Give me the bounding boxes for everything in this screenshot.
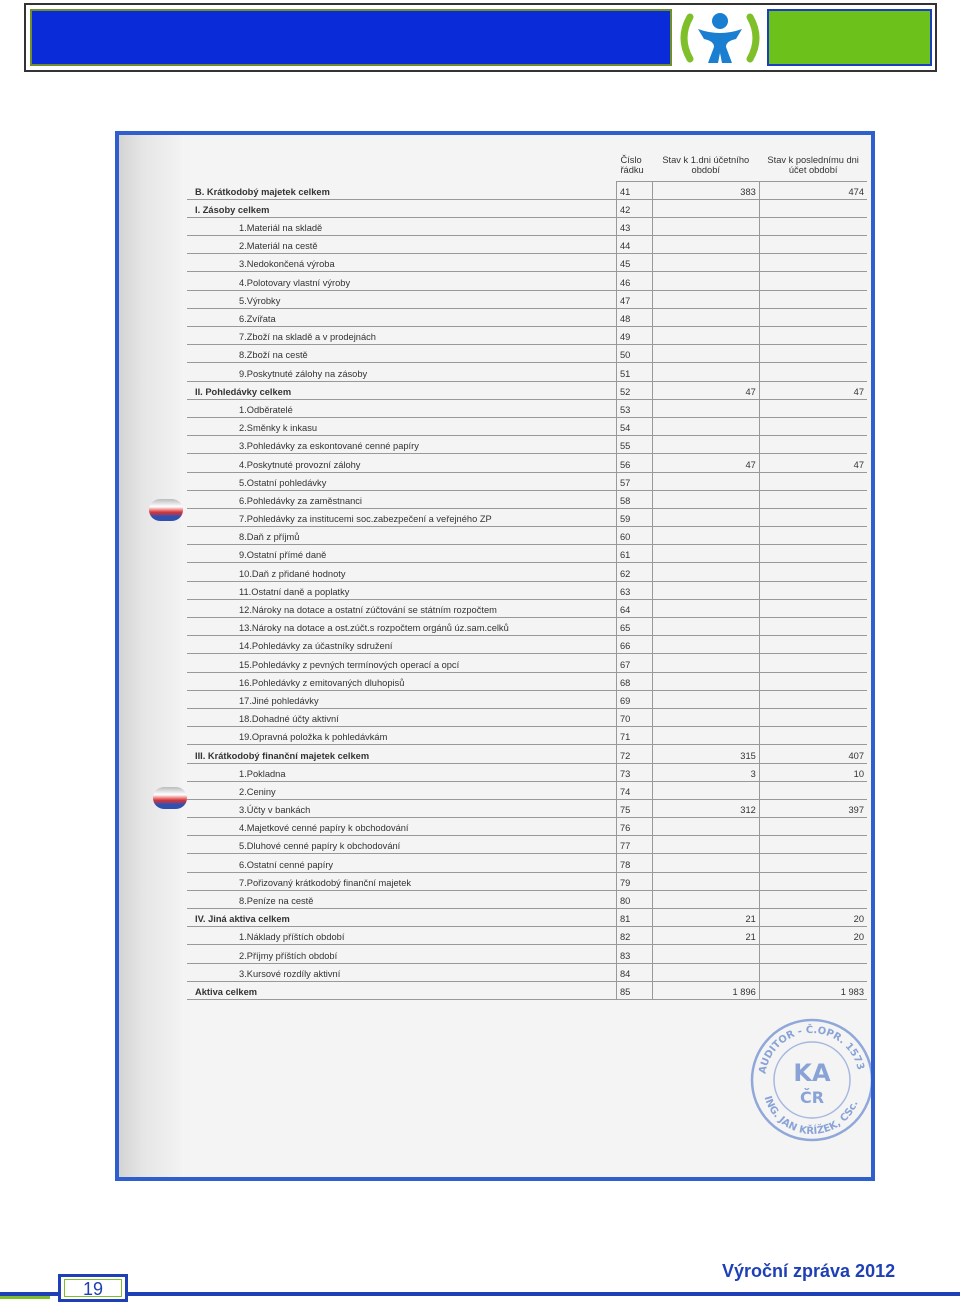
row-label: I. Zásoby celkem	[187, 199, 616, 217]
table-row	[187, 690, 867, 708]
table-row	[187, 890, 867, 908]
value-period-end	[759, 272, 867, 290]
page-fold-shadow	[119, 135, 181, 1177]
stamp-center-bottom: ČR	[799, 1088, 825, 1107]
table-row	[187, 181, 867, 199]
balance-sheet-table	[187, 151, 867, 1000]
value-period-end: 10	[759, 763, 867, 781]
value-period-end	[759, 945, 867, 963]
row-label: 6.Pohledávky za zaměstnanci	[187, 490, 616, 508]
row-label: B. Krátkodobý majetek celkem	[187, 181, 616, 199]
row-number: 78	[616, 854, 652, 872]
table-row	[187, 654, 867, 672]
header-blank-cell	[187, 151, 616, 181]
row-label: 2.Příjmy příštích období	[187, 945, 616, 963]
row-number: 61	[616, 545, 652, 563]
value-period-end	[759, 290, 867, 308]
table-row	[187, 436, 867, 454]
value-period-start	[652, 854, 759, 872]
value-period-end: 20	[759, 927, 867, 945]
row-label: 1.Pokladna	[187, 763, 616, 781]
table-row	[187, 745, 867, 763]
value-period-end: 474	[759, 181, 867, 199]
row-label: 8.Zboží na cestě	[187, 345, 616, 363]
row-number: 81	[616, 909, 652, 927]
child-figure-logo-icon	[676, 7, 764, 69]
table-row	[187, 799, 867, 817]
value-period-start	[652, 490, 759, 508]
table-row	[187, 236, 867, 254]
row-label: 12.Nároky na dotace a ostatní zúčtování se státním rozpočtem	[187, 599, 616, 617]
row-number: 59	[616, 508, 652, 526]
row-label: 9.Poskytnuté zálohy na zásoby	[187, 363, 616, 381]
value-period-start	[652, 436, 759, 454]
table-row	[187, 781, 867, 799]
row-label: 5.Ostatní pohledávky	[187, 472, 616, 490]
row-number: 70	[616, 708, 652, 726]
value-period-start: 315	[652, 745, 759, 763]
row-label: 18.Dohadné účty aktivní	[187, 708, 616, 726]
table-row	[187, 727, 867, 745]
value-period-end	[759, 708, 867, 726]
row-number: 64	[616, 599, 652, 617]
table-row	[187, 399, 867, 417]
row-label: 1.Materiál na skladě	[187, 217, 616, 235]
value-period-end: 1 983	[759, 981, 867, 999]
table-row	[187, 599, 867, 617]
value-period-end	[759, 472, 867, 490]
table-row	[187, 818, 867, 836]
table-row	[187, 981, 867, 999]
value-period-start	[652, 217, 759, 235]
value-period-end	[759, 545, 867, 563]
page-number: 19	[64, 1279, 122, 1297]
table-row	[187, 963, 867, 981]
row-number: 79	[616, 872, 652, 890]
row-number: 65	[616, 618, 652, 636]
row-number: 66	[616, 636, 652, 654]
value-period-end	[759, 872, 867, 890]
table-row	[187, 872, 867, 890]
row-number: 75	[616, 799, 652, 817]
value-period-start	[652, 727, 759, 745]
row-label: 6.Zvířata	[187, 308, 616, 326]
row-label: IV. Jiná aktiva celkem	[187, 909, 616, 927]
row-number: 67	[616, 654, 652, 672]
row-number: 46	[616, 272, 652, 290]
value-period-end	[759, 363, 867, 381]
value-period-end	[759, 490, 867, 508]
table-row	[187, 327, 867, 345]
row-number: 49	[616, 327, 652, 345]
row-number: 77	[616, 836, 652, 854]
value-period-start	[652, 290, 759, 308]
value-period-start	[652, 618, 759, 636]
row-label: 6.Ostatní cenné papíry	[187, 854, 616, 872]
row-label: 13.Nároky na dotace a ost.zúčt.s rozpočtem orgánů úz.sam.celků	[187, 618, 616, 636]
scanned-balance-sheet	[115, 131, 875, 1181]
binder-ring-icon	[149, 499, 183, 521]
row-number: 73	[616, 763, 652, 781]
banner-blue-block	[30, 9, 672, 66]
row-number: 44	[616, 236, 652, 254]
row-label: 10.Daň z přidané hodnoty	[187, 563, 616, 581]
value-period-end	[759, 854, 867, 872]
row-label: II. Pohledávky celkem	[187, 381, 616, 399]
table-row	[187, 508, 867, 526]
value-period-start	[652, 890, 759, 908]
row-number: 55	[616, 436, 652, 454]
row-label: 1.Náklady příštích období	[187, 927, 616, 945]
banner-green-block	[767, 9, 932, 66]
row-number: 69	[616, 690, 652, 708]
row-label: 2.Ceniny	[187, 781, 616, 799]
value-period-end	[759, 436, 867, 454]
row-label: 2.Materiál na cestě	[187, 236, 616, 254]
value-period-end	[759, 690, 867, 708]
value-period-end	[759, 508, 867, 526]
table-row	[187, 472, 867, 490]
col-header-period-start: Stav k 1.dni účetního období	[652, 151, 759, 181]
value-period-start	[652, 308, 759, 326]
value-period-start	[652, 672, 759, 690]
value-period-start	[652, 581, 759, 599]
row-label: 3.Nedokončená výroba	[187, 254, 616, 272]
row-label: 2.Směnky k inkasu	[187, 417, 616, 435]
footer-rule	[0, 1292, 960, 1296]
row-number: 51	[616, 363, 652, 381]
page-number-box	[58, 1274, 128, 1302]
value-period-start: 21	[652, 927, 759, 945]
row-label: 8.Peníze na cestě	[187, 890, 616, 908]
header-banner	[24, 3, 937, 72]
value-period-end	[759, 963, 867, 981]
value-period-start	[652, 508, 759, 526]
value-period-start	[652, 199, 759, 217]
value-period-end	[759, 636, 867, 654]
value-period-end	[759, 199, 867, 217]
value-period-start	[652, 545, 759, 563]
row-number: 83	[616, 945, 652, 963]
table-row	[187, 927, 867, 945]
value-period-end: 407	[759, 745, 867, 763]
row-number: 82	[616, 927, 652, 945]
table-row	[187, 490, 867, 508]
value-period-start	[652, 472, 759, 490]
stamp-bottom-text: ING. JAN KŘÍŽEK, CSc.	[761, 1094, 861, 1138]
row-label: 3.Kursové rozdíly aktivní	[187, 963, 616, 981]
value-period-end	[759, 781, 867, 799]
table-row	[187, 763, 867, 781]
value-period-end	[759, 581, 867, 599]
row-label: III. Krátkodobý finanční majetek celkem	[187, 745, 616, 763]
row-label: 3.Účty v bankách	[187, 799, 616, 817]
row-number: 76	[616, 818, 652, 836]
value-period-end	[759, 236, 867, 254]
table-row	[187, 363, 867, 381]
value-period-start	[652, 254, 759, 272]
value-period-start	[652, 872, 759, 890]
row-number: 60	[616, 527, 652, 545]
row-label: 16.Pohledávky z emitovaných dluhopisů	[187, 672, 616, 690]
value-period-end	[759, 417, 867, 435]
row-label: 14.Pohledávky za účastníky sdružení	[187, 636, 616, 654]
row-label: 4.Polotovary vlastní výroby	[187, 272, 616, 290]
footer-rule-accent	[0, 1296, 50, 1299]
value-period-start: 47	[652, 454, 759, 472]
row-label: 19.Opravná položka k pohledávkám	[187, 727, 616, 745]
value-period-end	[759, 254, 867, 272]
row-number: 80	[616, 890, 652, 908]
table-row	[187, 636, 867, 654]
value-period-end	[759, 345, 867, 363]
value-period-end	[759, 527, 867, 545]
row-label: 5.Výrobky	[187, 290, 616, 308]
row-label: 4.Poskytnuté provozní zálohy	[187, 454, 616, 472]
row-number: 71	[616, 727, 652, 745]
row-label: 7.Pořizovaný krátkodobý finanční majetek	[187, 872, 616, 890]
row-number: 54	[616, 417, 652, 435]
value-period-start	[652, 963, 759, 981]
table-row	[187, 836, 867, 854]
table-row	[187, 417, 867, 435]
value-period-end	[759, 890, 867, 908]
value-period-end	[759, 654, 867, 672]
value-period-start	[652, 327, 759, 345]
row-number: 74	[616, 781, 652, 799]
row-label: 9.Ostatní přímé daně	[187, 545, 616, 563]
auditor-stamp	[747, 1015, 875, 1145]
col-header-period-end: Stav k poslednímu dni účet období	[759, 151, 867, 181]
value-period-end	[759, 599, 867, 617]
row-number: 85	[616, 981, 652, 999]
value-period-start	[652, 818, 759, 836]
table-row	[187, 909, 867, 927]
row-label: 4.Majetkové cenné papíry k obchodování	[187, 818, 616, 836]
row-label: 17.Jiné pohledávky	[187, 690, 616, 708]
value-period-start: 47	[652, 381, 759, 399]
row-label: 11.Ostatní daně a poplatky	[187, 581, 616, 599]
value-period-end: 397	[759, 799, 867, 817]
row-number: 52	[616, 381, 652, 399]
row-label: 8.Daň z příjmů	[187, 527, 616, 545]
value-period-start	[652, 654, 759, 672]
table-row	[187, 545, 867, 563]
value-period-end	[759, 618, 867, 636]
row-number: 53	[616, 399, 652, 417]
value-period-end: 20	[759, 909, 867, 927]
row-number: 42	[616, 199, 652, 217]
table-row	[187, 618, 867, 636]
value-period-end	[759, 563, 867, 581]
stamp-center-top: KA	[793, 1059, 831, 1087]
row-number: 68	[616, 672, 652, 690]
value-period-start	[652, 272, 759, 290]
row-number: 62	[616, 563, 652, 581]
row-number: 72	[616, 745, 652, 763]
value-period-start	[652, 399, 759, 417]
binder-ring-icon	[153, 787, 187, 809]
value-period-start	[652, 708, 759, 726]
table-row	[187, 272, 867, 290]
value-period-end	[759, 818, 867, 836]
row-label: 15.Pohledávky z pevných termínových operací a opcí	[187, 654, 616, 672]
table-row	[187, 254, 867, 272]
value-period-start	[652, 945, 759, 963]
value-period-start	[652, 690, 759, 708]
table-row	[187, 945, 867, 963]
row-number: 45	[616, 254, 652, 272]
table-body	[187, 181, 867, 999]
value-period-start	[652, 345, 759, 363]
value-period-start: 3	[652, 763, 759, 781]
value-period-start: 312	[652, 799, 759, 817]
col-header-row-no: Číslo řádku	[616, 151, 652, 181]
row-label: 7.Pohledávky za institucemi soc.zabezpečení a veřejného ZP	[187, 508, 616, 526]
row-number: 41	[616, 181, 652, 199]
value-period-end	[759, 727, 867, 745]
table-header-row	[187, 151, 867, 181]
value-period-end	[759, 672, 867, 690]
row-label: 5.Dluhové cenné papíry k obchodování	[187, 836, 616, 854]
stamp-top-text: AUDITOR - Č.OPR. 1573	[757, 1024, 866, 1075]
value-period-start	[652, 563, 759, 581]
value-period-start	[652, 527, 759, 545]
table-row	[187, 345, 867, 363]
table-row	[187, 854, 867, 872]
table-row	[187, 381, 867, 399]
value-period-end: 47	[759, 381, 867, 399]
table-row	[187, 308, 867, 326]
row-number: 63	[616, 581, 652, 599]
row-number: 47	[616, 290, 652, 308]
row-label: Aktiva celkem	[187, 981, 616, 999]
value-period-end	[759, 217, 867, 235]
table-row	[187, 581, 867, 599]
value-period-start	[652, 836, 759, 854]
value-period-start	[652, 636, 759, 654]
value-period-start: 383	[652, 181, 759, 199]
value-period-end	[759, 327, 867, 345]
report-title: Výroční zpráva 2012	[722, 1261, 896, 1281]
value-period-end: 47	[759, 454, 867, 472]
row-number: 84	[616, 963, 652, 981]
row-label: 1.Odběratelé	[187, 399, 616, 417]
value-period-start	[652, 417, 759, 435]
table-row	[187, 672, 867, 690]
value-period-end	[759, 308, 867, 326]
row-number: 48	[616, 308, 652, 326]
table-row	[187, 217, 867, 235]
table-row	[187, 563, 867, 581]
row-label: 3.Pohledávky za eskontované cenné papíry	[187, 436, 616, 454]
table-row	[187, 290, 867, 308]
value-period-start	[652, 781, 759, 799]
value-period-start	[652, 599, 759, 617]
table-row	[187, 527, 867, 545]
row-number: 57	[616, 472, 652, 490]
table-row	[187, 199, 867, 217]
row-label: 7.Zboží na skladě a v prodejnách	[187, 327, 616, 345]
value-period-start	[652, 236, 759, 254]
table-row	[187, 454, 867, 472]
row-number: 56	[616, 454, 652, 472]
value-period-end	[759, 399, 867, 417]
row-number: 58	[616, 490, 652, 508]
value-period-start: 21	[652, 909, 759, 927]
row-number: 43	[616, 217, 652, 235]
value-period-end	[759, 836, 867, 854]
row-number: 50	[616, 345, 652, 363]
value-period-start	[652, 363, 759, 381]
value-period-start: 1 896	[652, 981, 759, 999]
table-row	[187, 708, 867, 726]
